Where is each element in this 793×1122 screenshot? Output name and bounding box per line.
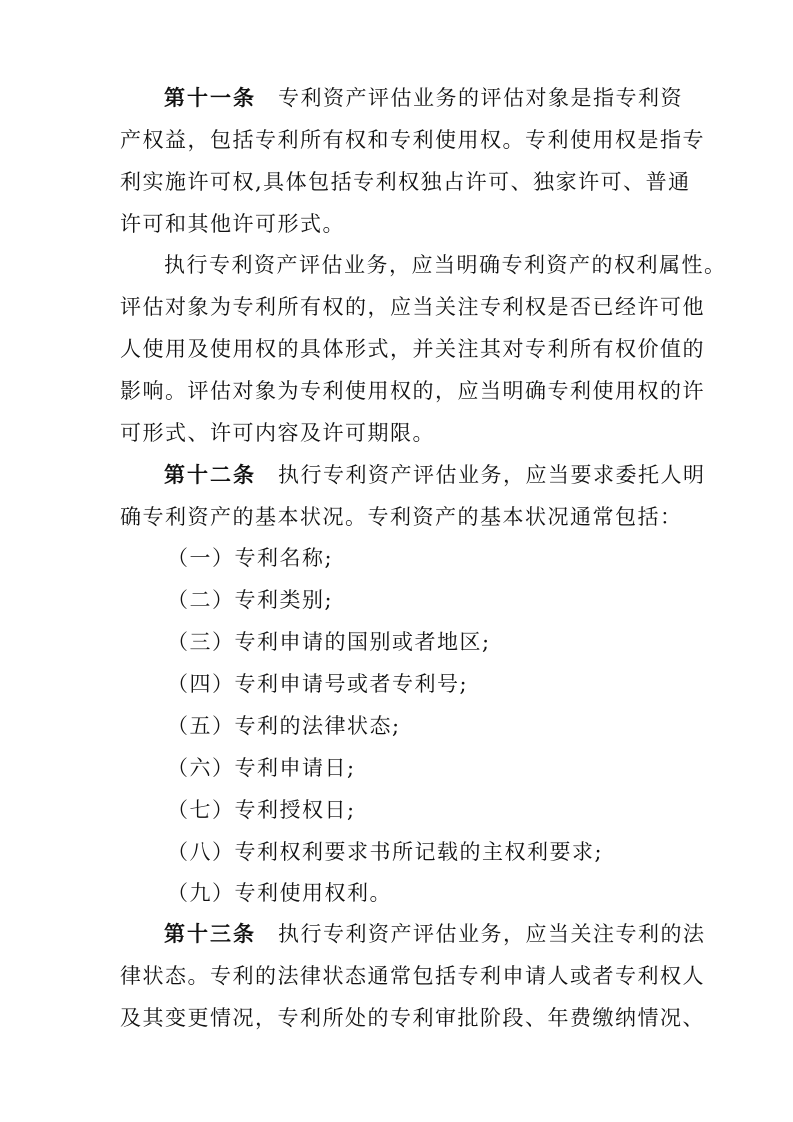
article-11-first-line <box>164 84 724 112</box>
article-11-para2-line-1: 执行专利资产评估业务，应当明确专利资产的权利属性。 <box>164 253 727 277</box>
article-13-line-3: 及其变更情况，专利所处的专利审批阶段、年费缴纳情况、 <box>120 1006 705 1030</box>
article-11-line-1-text: 专利资产评估业务的评估对象是指专利资 <box>278 86 683 110</box>
article-11-para2-line-4: 影响。评估对象为专利使用权的，应当明确专利使用权的许 <box>120 379 705 403</box>
list-item: （二）专利类别; <box>167 588 334 612</box>
article-12-line-2: 确专利资产的基本状况。专利资产的基本状况通常包括： <box>120 505 683 529</box>
article-13-line-2: 律状态。专利的法律状态通常包括专利申请人或者专利权人 <box>120 964 705 988</box>
article-11-line-2: 产权益，包括专利所有权和专利使用权。专利使用权是指专 <box>120 128 705 152</box>
article-11-heading: 第十一条 <box>164 85 256 110</box>
list-item: （六）专利申请日; <box>167 756 356 780</box>
list-item: （五）专利的法律状态; <box>167 714 401 738</box>
article-11-line-4: 许可和其他许可形式。 <box>120 212 345 236</box>
article-11-para2-line-2: 评估对象为专利所有权的，应当关注专利权是否已经许可他 <box>120 295 705 319</box>
list-item: （一）专利名称; <box>167 546 334 570</box>
article-11-para2-line-3: 人使用及使用权的具体形式，并关注其对专利所有权价值的 <box>120 337 705 361</box>
article-12-line-1-text: 执行专利资产评估业务，应当要求委托人明 <box>278 463 706 487</box>
article-13-line-1-text: 执行专利资产评估业务，应当关注专利的法 <box>278 922 706 946</box>
list-item: （四）专利申请号或者专利号; <box>167 672 469 696</box>
list-item: （九）专利使用权利。 <box>167 881 392 905</box>
list-item: （三）专利申请的国别或者地区; <box>167 630 491 654</box>
article-13-first-line <box>164 920 724 948</box>
article-12-heading: 第十二条 <box>164 462 256 487</box>
list-item: （八）专利权利要求书所记载的主权利要求; <box>167 840 604 864</box>
article-11-para2-line-5: 可形式、许可内容及许可期限。 <box>120 421 435 445</box>
list-item: （七）专利授权日; <box>167 798 356 822</box>
article-13-heading: 第十三条 <box>164 921 256 946</box>
article-12-first-line <box>164 461 724 489</box>
article-11-line-3: 利实施许可权,具体包括专利权独占许可、独家许可、普通 <box>120 170 691 194</box>
